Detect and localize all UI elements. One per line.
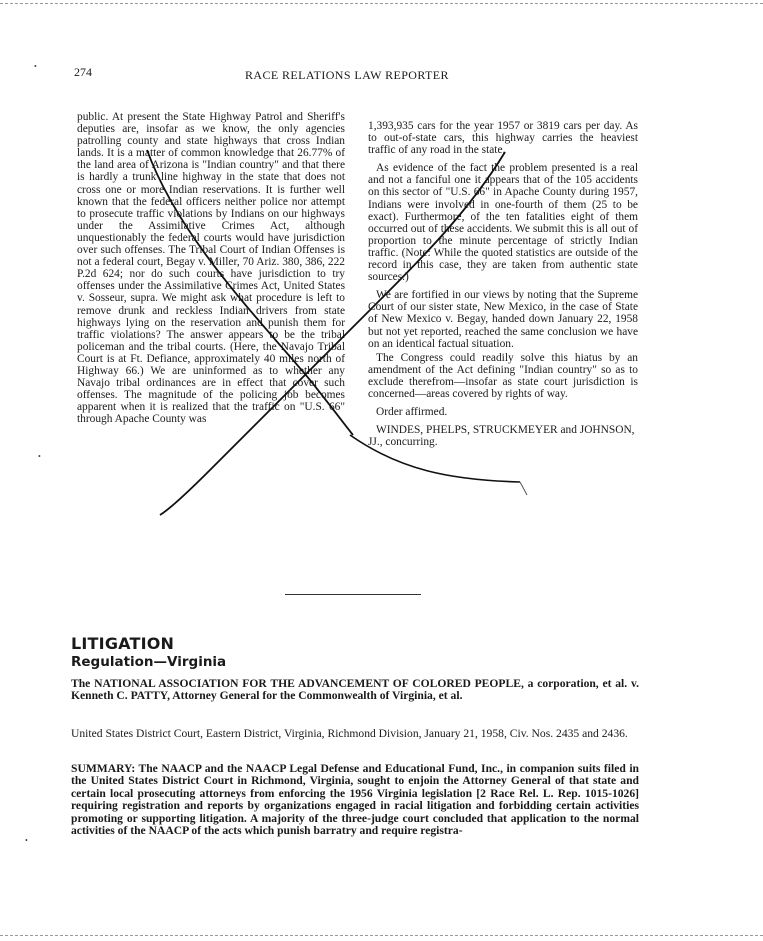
summary-text: The NAACP and the NAACP Legal Defense and Educational Fund, Inc., in companion suits filed in the United States District Court in Richmond, Virginia, sought to enjoin the Attorney General of that state and certain local prosecuting attorneys from enforcing the 1956 Virginia legislation [2 Race Rel. L. Rep. 1015-1026] requiring registration and reports by organizations engaged in racial litigation and forbidding certain activities promoting or supporting litigation. A majority of the three-judge court concluded that application to the normal activities of the NAACP of the acts which punish barratry and require registra- bbox=[71, 762, 639, 838]
section-title: LITIGATION bbox=[71, 634, 175, 653]
section-subtitle: Regulation—Virginia bbox=[71, 654, 227, 670]
page-number: 274 bbox=[74, 65, 92, 79]
left-column bbox=[77, 111, 345, 425]
case-title: The NATIONAL ASSOCIATION FOR THE ADVANCEMENT OF COLORED PEOPLE, a corporation, et al. v. Kenneth C. PATTY, Attorney General for the Commonwealth of Virginia, et al. bbox=[71, 677, 639, 703]
top-dashed-border bbox=[0, 3, 763, 4]
case-summary bbox=[71, 763, 639, 837]
right-paragraph-3: We are fortified in our views by noting that the Supreme Court of our sister state, New Mexico, in the case of State of New Mexico v. Begay, handed down January 22, 1958 but not yet reported, reached the same conclusion we have on an identical factual situation. bbox=[368, 289, 638, 350]
concurring-judges: WINDES, PHELPS, STRUCKMEYER and JOHNSON, JJ., concurring. bbox=[368, 424, 635, 449]
scan-speck: • bbox=[38, 452, 41, 461]
right-paragraph-4: The Congress could readily solve this hiatus by an amendment of the Act defining "Indian country" so as to exclude therefrom—insofar as state court jurisdiction is concerned—areas covered by rights of way. bbox=[368, 351, 638, 400]
left-paragraph-1: public. At present the State Highway Patrol and Sheriff's deputies are, insofar as we know, the only agencies patrolling county and state highways that cross Indian lands. It is a matter of common knowledge that 26.77% of the land area of Arizona is "Indian country" and that there is hardly a trunk line highway in the state that does not cross one or more Indian reservations. It is further well known that the federal officers neither police nor attempt to prosecute traffic violations by Indians on our highways under the Assimilative Crimes Act, although unquestionably the federal courts would have jurisdiction over such offenses. The Tribal Court of Indian Offenses is not a federal court, Begay v. Miller, 70 Ariz. 380, 386, 222 P.2d 624; nor do such courts have jurisdiction to try offenses under the Assimilative Crimes Act, United States v. Sosseur, supra. We might ask what procedure is left to remove drunk and reckless Indian drivers from state highways lying on the reservation and punish them for traffic violations? The answer appears to be the tribal policeman and the tribal courts. (Here, the Navajo Tribal Court is at Ft. Defiance, approximately 40 miles north of Highway 66.) We are uninformed as to whether any Navajo tribal ordinances are in effect that cover such offenses. The magnitude of the policing job becomes apparent when it is realized that the traffic on "U.S. 66" through Apache County was bbox=[77, 111, 345, 426]
section-divider bbox=[285, 594, 421, 595]
running-header: RACE RELATIONS LAW REPORTER bbox=[245, 68, 449, 82]
strike-tail bbox=[520, 482, 527, 495]
scan-speck: • bbox=[25, 836, 28, 845]
summary-label: SUMMARY: bbox=[71, 762, 136, 775]
order-affirmed: Order affirmed. bbox=[376, 406, 448, 419]
right-paragraph-1: 1,393,935 cars for the year 1957 or 3819 cars per day. As to out-of-state cars, this highway carries the heaviest traffic of any road in the state. bbox=[368, 120, 638, 157]
court-info: United States District Court, Eastern District, Virginia, Richmond Division, January 21, 1958, Civ. Nos. 2435 and 2436. bbox=[71, 727, 628, 740]
right-paragraph-2: As evidence of the fact the problem presented is a real and not a fanciful one it appears that of the 105 accidents on this sector of "U.S. 66" in Apache County during 1957, Indians were involved in one-fourth of them (25 to be exact). Furthermore, of the ten fatalities eight of them occurred out of these accidents. We submit this is all out of proportion to the minute percentage of strictly Indian traffic. (Note: While the quoted statistics are outside of the record in this case, they are taken from authentic state sources.) bbox=[368, 162, 638, 284]
right-column bbox=[368, 118, 638, 448]
bottom-dashed-border bbox=[0, 935, 763, 936]
scan-speck: • bbox=[34, 62, 37, 71]
